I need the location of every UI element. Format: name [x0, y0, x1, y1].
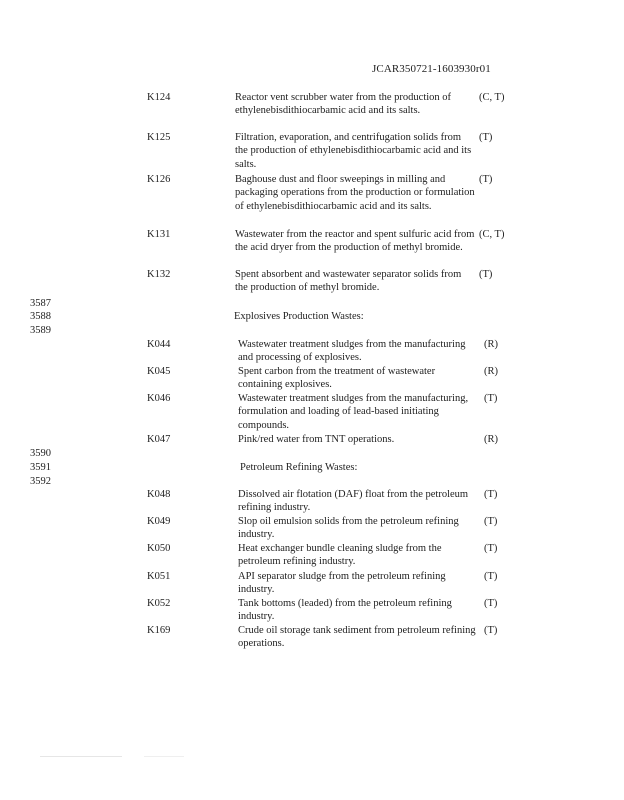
- waste-code: K048: [147, 489, 171, 500]
- waste-description: Spent absorbent and wastewater separator solids from the production of methyl bromide.: [235, 269, 462, 294]
- waste-code: K169: [147, 625, 171, 636]
- hazard-code: (T): [484, 571, 498, 582]
- waste-code: K050: [147, 543, 171, 554]
- waste-code: K044: [147, 339, 171, 350]
- line-number: 3589: [30, 325, 51, 336]
- line-number: 3587: [30, 298, 51, 309]
- waste-description: Wastewater treatment sludges from the manufacturing, formulation and loading of lead-based initiating compounds.: [238, 393, 469, 431]
- waste-description: Baghouse dust and floor sweepings in milling and packaging operations from the production or formulation of ethylenebisdithiocarbamic acid and its salts.: [235, 174, 475, 212]
- document-id-header: JCAR350721-1603930r01: [372, 63, 491, 75]
- waste-code: K049: [147, 516, 171, 527]
- waste-description: Pink/red water from TNT operations.: [238, 434, 395, 445]
- waste-description: Wastewater treatment sludges from the manufacturing and processing of explosives.: [238, 339, 466, 364]
- waste-code: K045: [147, 366, 171, 377]
- waste-code: K046: [147, 393, 171, 404]
- waste-code: K125: [147, 132, 171, 143]
- waste-code: K126: [147, 174, 171, 185]
- waste-description: Heat exchanger bundle cleaning sludge from the petroleum refining industry.: [238, 543, 442, 568]
- waste-description: Filtration, evaporation, and centrifugation solids from the production of ethylenebisdithiocarbamic acid and its salts.: [235, 132, 472, 170]
- hazard-code: (T): [484, 393, 498, 404]
- waste-description: Dissolved air flotation (DAF) float from the petroleum refining industry.: [238, 489, 469, 514]
- hazard-code: (T): [484, 516, 498, 527]
- footer-rule: [144, 756, 184, 757]
- hazard-code: (T): [484, 625, 498, 636]
- waste-description: API separator sludge from the petroleum refining industry.: [238, 571, 446, 596]
- hazard-code: (T): [479, 174, 493, 185]
- line-number: 3588: [30, 311, 51, 322]
- hazard-code: (R): [484, 366, 498, 377]
- section-heading-petroleum: Petroleum Refining Wastes:: [240, 462, 358, 473]
- waste-code: K047: [147, 434, 171, 445]
- line-number: 3591: [30, 462, 51, 473]
- waste-description: Slop oil emulsion solids from the petroleum refining industry.: [238, 516, 459, 541]
- waste-code: K051: [147, 571, 171, 582]
- hazard-code: (T): [484, 489, 498, 500]
- waste-code: K124: [147, 92, 171, 103]
- waste-description: Reactor vent scrubber water from the production of ethylenebisdithiocarbamic acid and its salts.: [235, 92, 452, 117]
- hazard-code: (R): [484, 434, 498, 445]
- hazard-code: (T): [479, 132, 493, 143]
- hazard-code: (T): [484, 598, 498, 609]
- waste-code: K132: [147, 269, 171, 280]
- line-number: 3590: [30, 448, 51, 459]
- hazard-code: (C, T): [479, 92, 505, 103]
- waste-description: Wastewater from the reactor and spent sulfuric acid from the acid dryer from the production of methyl bromide.: [235, 229, 475, 254]
- hazard-code: (T): [479, 269, 493, 280]
- hazard-code: (C, T): [479, 229, 505, 240]
- line-number: 3592: [30, 476, 51, 487]
- hazard-code: (R): [484, 339, 498, 350]
- waste-description: Tank bottoms (leaded) from the petroleum refining industry.: [238, 598, 452, 623]
- hazard-code: (T): [484, 543, 498, 554]
- section-heading-explosives: Explosives Production Wastes:: [234, 311, 364, 322]
- waste-code: K131: [147, 229, 171, 240]
- waste-code: K052: [147, 598, 171, 609]
- footer-rule: [40, 756, 122, 757]
- waste-description: Spent carbon from the treatment of wastewater containing explosives.: [238, 366, 436, 391]
- waste-description: Crude oil storage tank sediment from petroleum refining operations.: [238, 625, 476, 650]
